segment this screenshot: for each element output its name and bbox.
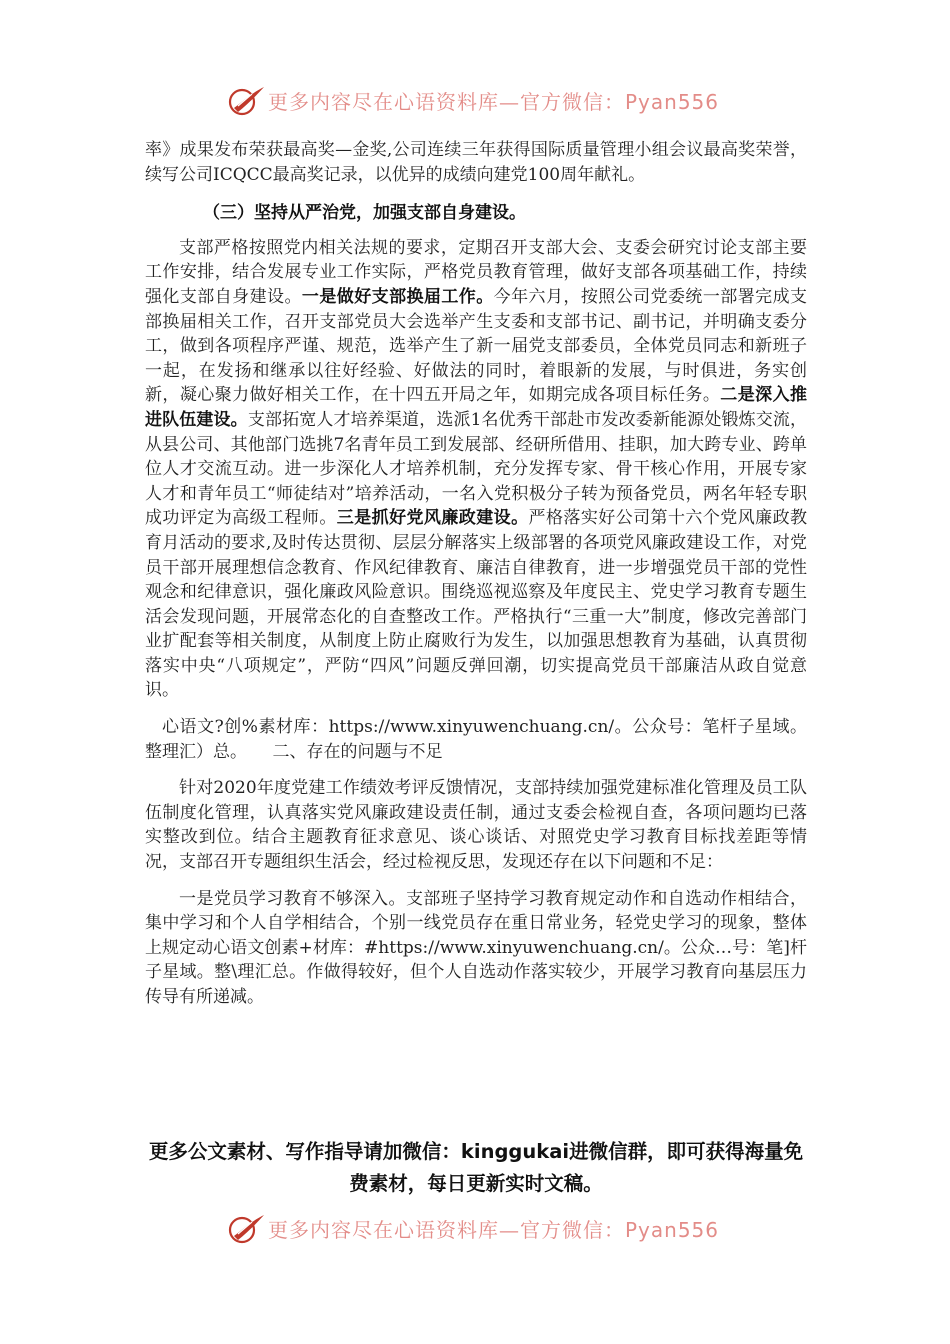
highlight-integrity: 三是抓好党风廉政建设。: [336, 508, 529, 529]
paragraph-party-building: [145, 236, 807, 703]
paragraph-text: 支部拓宽人才培养渠道，选派1名优秀干部赴市发改委新能源处锻炼交流，从县公司、其他部门选挑7名青年员工到发展部、经研所借用、挂职，加大跨专业、跨单位人才交流互动。进一步深化人才培养机制，充分发挥专家、骨干核心作用，开展专家人才和青年员工“师徒结对”培养活动，一名入党积极分子转为预备党员，两名年轻专职成功评定为高级工程师。: [145, 409, 807, 529]
paragraph-problem-1: 一是党员学习教育不够深入。支部班子坚持学习教育规定动作和自选动作相结合，集中学习和个人自学相结合，个别一线党员存在重日常业务，轻党史学习的现象，整体上规定动心语文创素+材库：#https://www.xinyuwenchuang.cn/。公众…号：笔]杆子星域。整\理汇总。作做得较好，但个人自选动作落实较少，开展学习教育向基层压力传导有所递减。: [145, 888, 807, 1007]
paragraph-text: 今年六月，按照公司党委统一部署完成支部换届相关工作，召开支部党员大会选举产生支委和支部书记、副书记，并明确支委分工，做到各项程序严谨、规范，选举产生了新一届党支部委员，全体党员同志和新班子一起，在发扬和继承以往好经验、好做法的同时，着眼新的发展，与时俱进，务实创新，凝心聚力做好相关工作，在十四五开局之年，如期完成各项目标任务。: [145, 286, 808, 406]
paragraph-text: 支部严格按照党内相关法规的要求，定期召开支部大会、支委会研究讨论支部主要工作安排，结合发展专业工作实际，严格党员教育管理，做好支部各项基础工作，持续强化支部自身建设。: [145, 237, 807, 307]
watermark-text: [268, 1214, 719, 1243]
highlight-team-building: 二是深入推进队伍建设。: [145, 385, 808, 430]
watermark-wechat-id: Pyan556: [625, 90, 720, 114]
watermark-label: 更多内容尽在心语资料库—官方微信：: [268, 90, 625, 114]
section-heading-3: （三）坚持从严治党，加强支部自身建设。: [203, 203, 526, 224]
paragraph-text: 严格落实好公司第十六个党风廉政教育月活动的要求,及时传达贯彻、层层分解落实上级部署的各项党风廉政建设工作，对党员干部开展理想信念教育、作风纪律教育、廉洁自律教育，进一步增强党员干部的党性观念和纪律意识，强化廉政风险意识。围绕巡视巡察及年度民主、党史学习教育专题生活会发现问题，开展常态化的自查整改工作。严格执行“三重一大”制度，修改完善部门业扩配套等相关制度，从制度上防止腐败行为发生，以加强思想教育为基础，认真贯彻落实中央“八项规定”，严防“四风”问题反弹回潮，切实提高党员干部廉洁从政自觉意识。: [145, 508, 808, 701]
quill-logo-icon: [228, 84, 268, 120]
watermark-footer: [0, 1208, 950, 1252]
watermark-label: 更多内容尽在心语资料库—官方微信：: [268, 1218, 625, 1242]
watermark-wechat-id: Pyan556: [625, 1218, 720, 1242]
paragraph-continuation: 率》成果发布荣获最高奖—金奖,公司连续三年获得国际质量管理小组会议最高奖荣誉，续写公司ICQCC最高奖记录，以优异的成绩向建党100周年献礼。: [145, 140, 807, 185]
footer-promo-note: 更多公文素材、写作指导请加微信：kinggukai进微信群，即可获得海量免费素材，每日更新实时文稿。: [148, 1140, 804, 1195]
watermark-header: [0, 80, 950, 124]
watermark-text: [268, 86, 719, 115]
quill-logo-icon: [228, 1212, 268, 1248]
paragraph-source-and-section-2: 心语文?创%素材库：https://www.xinyuwenchuang.cn/。公众号：笔杆子星域。整理汇）总。 二、存在的问题与不足: [145, 717, 807, 762]
document-body: [145, 138, 807, 1010]
paragraph-problems-intro: 针对2020年度党建工作绩效考评反馈情况，支部持续加强党建标准化管理及员工队伍制度化管理，认真落实党风廉政建设责任制，通过支委会检视自查，各项问题均已落实整改到位。结合主题教育征求意见、谈心谈话、对照党史学习教育目标找差距等情况，支部召开专题组织生活会，经过检视反思，发现还存在以下问题和不足：: [145, 778, 807, 873]
highlight-branch-election: 一是做好支部换届工作。: [301, 286, 494, 307]
